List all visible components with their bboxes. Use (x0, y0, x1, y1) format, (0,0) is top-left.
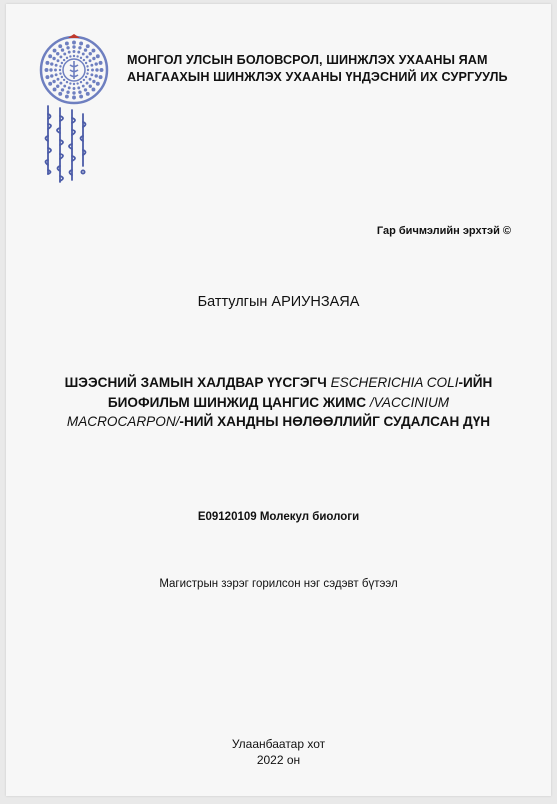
title-line-2: БИОФИЛЬМ ШИНЖИД ЦАНГИС ЖИМС /VACCINIUM (107, 394, 450, 410)
ministry-heading (127, 52, 508, 86)
thesis-title-page (6, 4, 551, 796)
place-and-year (6, 736, 551, 768)
program-code: E09120109 Молекул биологи (197, 511, 360, 523)
ministry-line-1: МОНГОЛ УЛСЫН БОЛОВСРОЛ, ШИНЖЛЭХ УХААНЫ ЯАМ (127, 53, 488, 67)
thesis-title (6, 373, 551, 432)
year: 2022 он (256, 753, 301, 767)
mongolian-script-emblem (42, 104, 88, 186)
rights-notice: Гар бичмэлийн эрхтэй © (376, 225, 511, 237)
university-emblem-icon (38, 34, 110, 106)
title-line-3: MACROCARPON/-НИЙ ХАНДНЫ НӨЛӨӨЛЛИЙГ СУДАЛСАН ДҮН (66, 414, 491, 429)
ministry-line-2: АНАГААХЫН ШИНЖЛЭХ УХААНЫ ҮНДЭСНИЙ ИХ СУРГУУЛЬ (127, 70, 508, 84)
city: Улаанбаатар хот (231, 737, 326, 751)
author-name: Баттулгын АРИУНЗАЯА (197, 294, 360, 310)
title-line-1: ШЭЭСНИЙ ЗАМЫН ХАЛДВАР ҮҮСГЭГЧ ESCHERICHIA COLI-ИЙН (64, 375, 493, 390)
degree-statement: Магистрын зэрэг горилсон нэг сэдэвт бүтээл (159, 578, 398, 590)
